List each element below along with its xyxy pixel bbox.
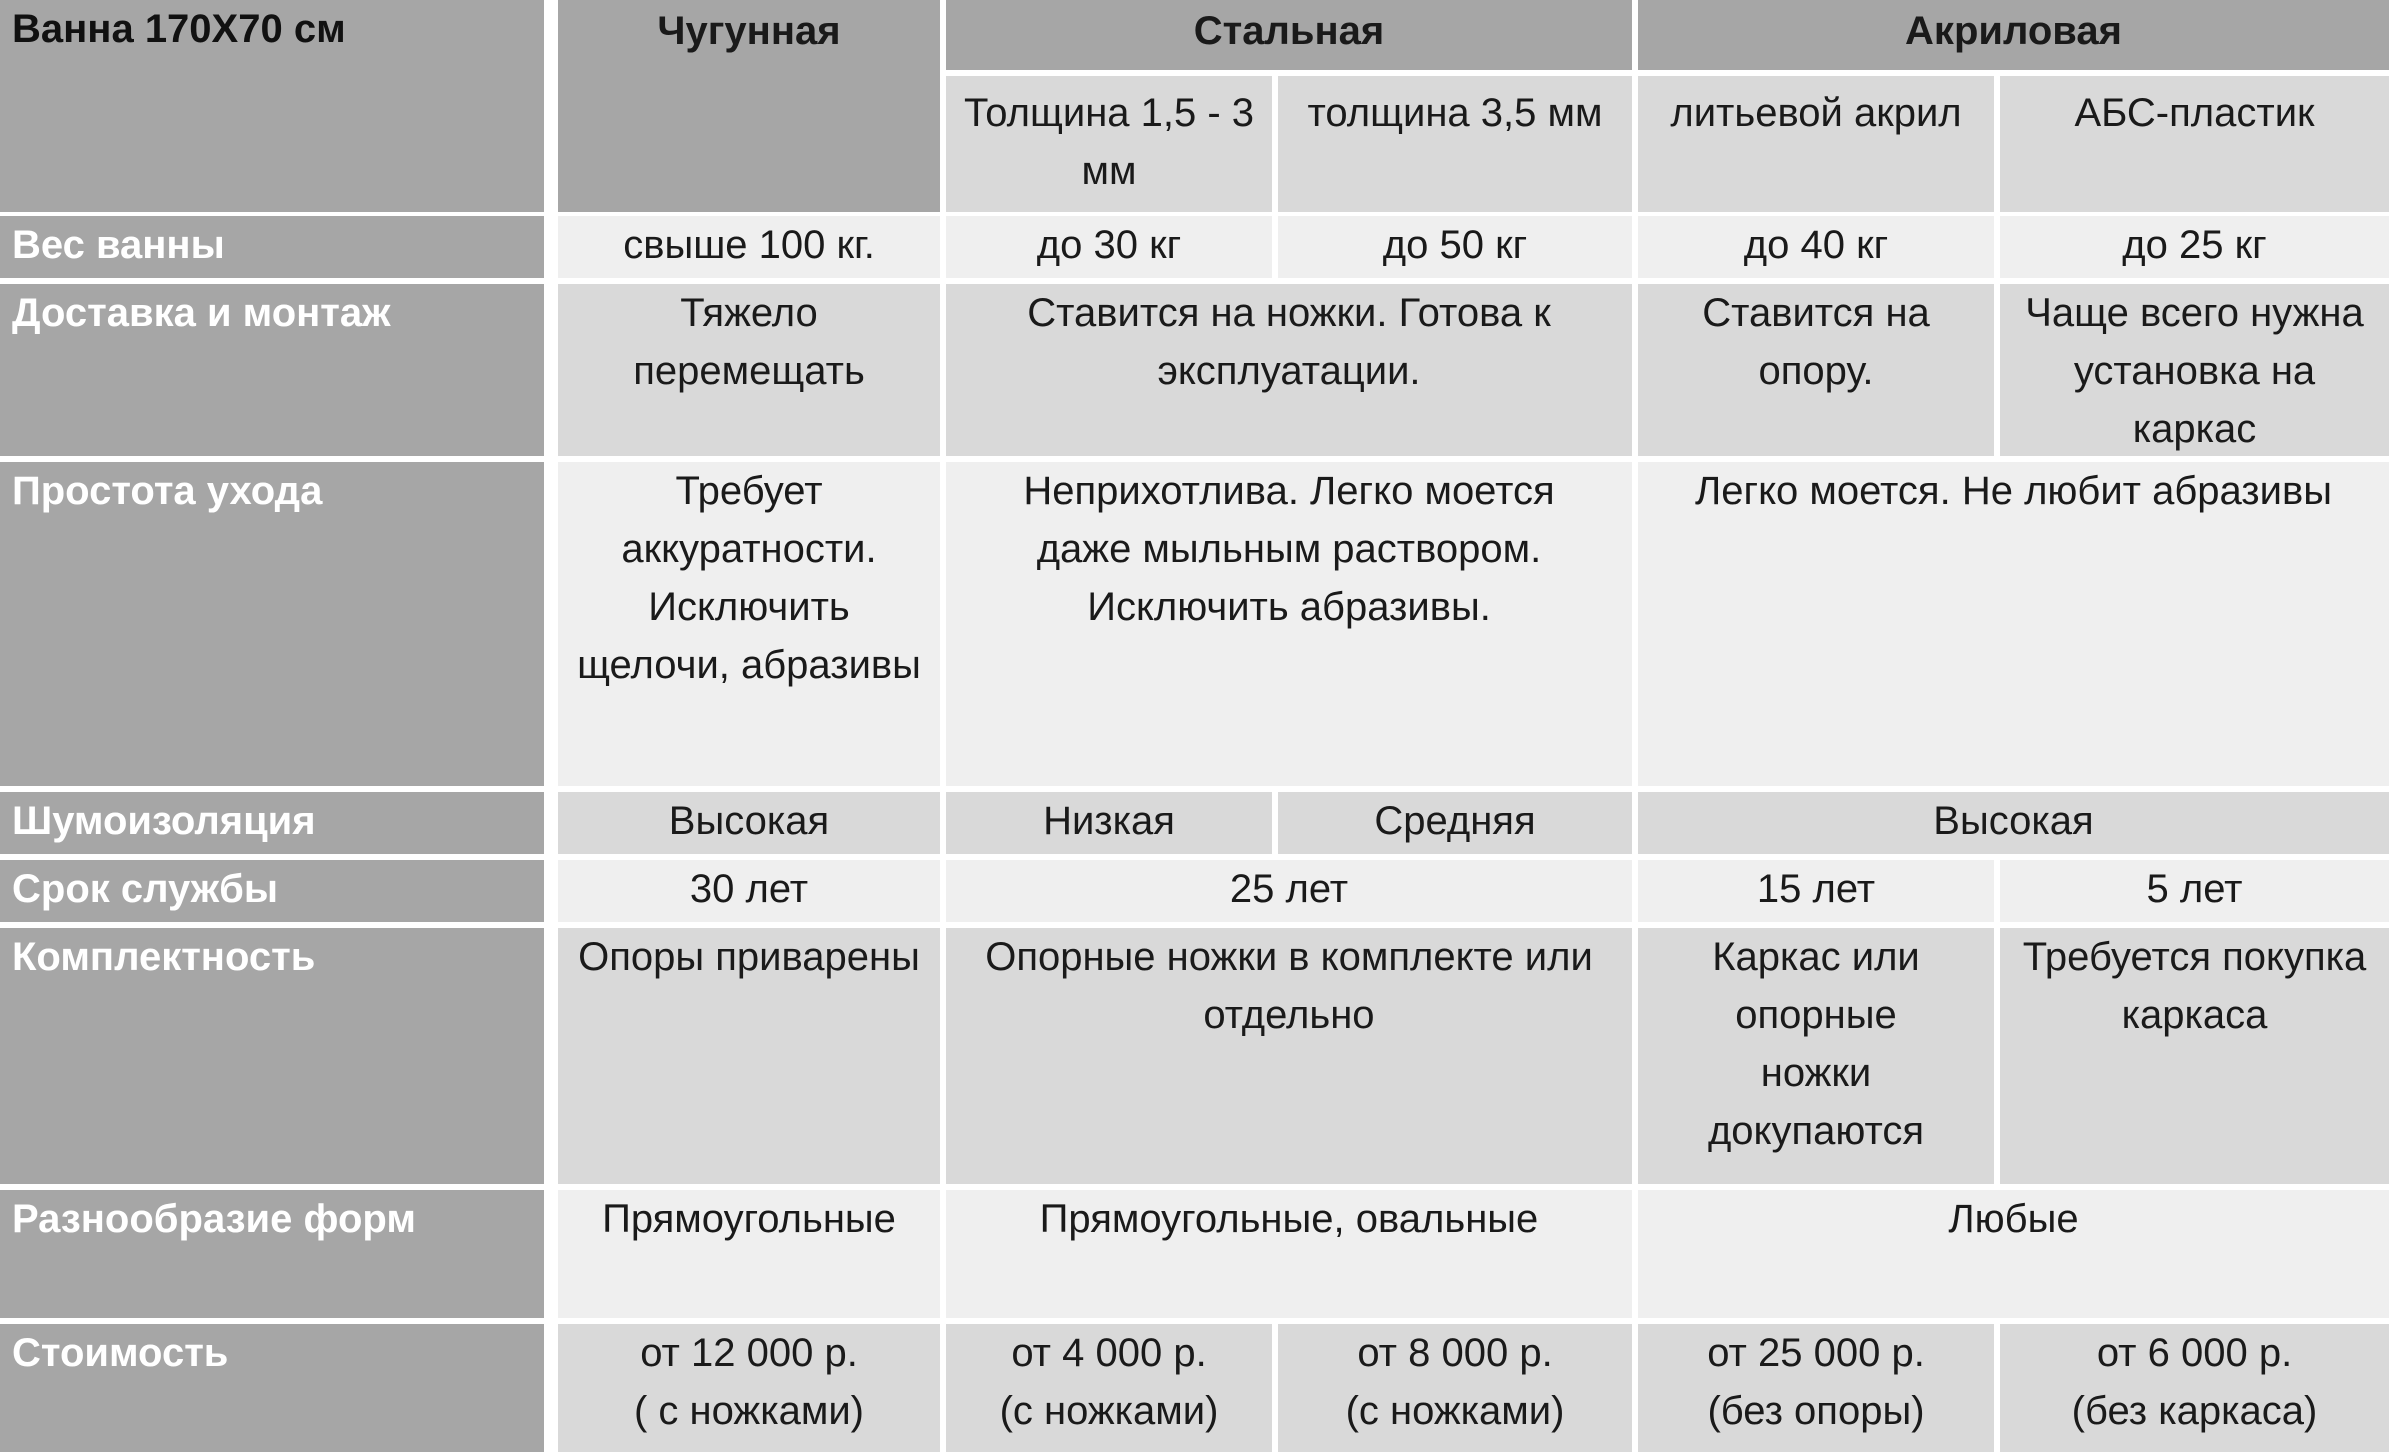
- corner-title: Ванна 170Х70 см: [0, 0, 544, 212]
- row-label-noise: Шумоизоляция: [0, 792, 544, 854]
- cell-weight-acrylic-cast: до 40 кг: [1638, 216, 1994, 278]
- price-value: от 12 000 р.: [640, 1331, 858, 1375]
- price-value: от 25 000 р.: [1707, 1331, 1925, 1375]
- row-label-price: Стоимость: [0, 1324, 544, 1452]
- cell-price-steel-thin: [946, 1324, 1272, 1452]
- cell-lifetime-cast-iron: 30 лет: [558, 860, 940, 922]
- cell-care-steel: Неприхотлива. Легко моется даже мыльным раствором. Исключить абразивы.: [946, 462, 1632, 786]
- price-note: (с ножками): [999, 1389, 1219, 1433]
- price-value: от 6 000 р.: [2096, 1331, 2293, 1375]
- price-note: ( с ножками): [634, 1389, 864, 1433]
- cell-weight-cast-iron: свыше 100 кг.: [558, 216, 940, 278]
- cell-shapes-steel: Прямоугольные, овальные: [946, 1190, 1632, 1318]
- row-label-care: Простота ухода: [0, 462, 544, 786]
- price-note: (без опоры): [1707, 1389, 1925, 1433]
- cell-noise-steel-thick: Средняя: [1278, 792, 1632, 854]
- cell-delivery-acrylic-cast: Ставится на опору.: [1638, 284, 1994, 456]
- price-note: (с ножками): [1345, 1389, 1565, 1433]
- price-note: (без каркаса): [2071, 1389, 2318, 1433]
- cell-completeness-steel: Опорные ножки в комплекте или отдельно: [946, 928, 1632, 1184]
- cell-shapes-acrylic: Любые: [1638, 1190, 2389, 1318]
- cell-price-acrylic-cast: [1638, 1324, 1994, 1452]
- cell-noise-acrylic: Высокая: [1638, 792, 2389, 854]
- cell-care-acrylic: Легко моется. Не любит абразивы: [1638, 462, 2389, 786]
- row-label-lifetime: Срок службы: [0, 860, 544, 922]
- row-label-shapes: Разнообразие форм: [0, 1190, 544, 1318]
- cell-completeness-cast-iron: Опоры приварены: [558, 928, 940, 1184]
- col-header-cast-iron: Чугунная: [558, 0, 940, 212]
- cell-price-cast-iron: [558, 1324, 940, 1452]
- price-value: от 8 000 р.: [1357, 1331, 1553, 1375]
- cell-care-cast-iron: Требует аккуратности. Исключить щелочи, абразивы: [558, 462, 940, 786]
- cell-completeness-acrylic-cast: Каркас или опорные ножки докупаются: [1638, 928, 1994, 1184]
- cell-delivery-acrylic-abs: Чаще всего нужна установка на каркас: [2000, 284, 2389, 456]
- sub-header-acrylic-cast: литьевой акрил: [1638, 76, 1994, 212]
- cell-shapes-cast-iron: Прямоугольные: [558, 1190, 940, 1318]
- cell-lifetime-acrylic-abs: 5 лет: [2000, 860, 2389, 922]
- cell-noise-cast-iron: Высокая: [558, 792, 940, 854]
- price-value: от 4 000 р.: [1011, 1331, 1207, 1375]
- sub-header-acrylic-abs: АБС-пластик: [2000, 76, 2389, 212]
- cell-weight-steel-thin: до 30 кг: [946, 216, 1272, 278]
- col-header-acrylic: Акриловая: [1638, 0, 2389, 70]
- cell-noise-steel-thin: Низкая: [946, 792, 1272, 854]
- cell-delivery-steel: Ставится на ножки. Готова к эксплуатации.: [946, 284, 1632, 456]
- col-header-steel: Стальная: [946, 0, 1632, 70]
- sub-header-steel-thin: Толщина 1,5 - 3 мм: [946, 76, 1272, 212]
- cell-lifetime-acrylic-cast: 15 лет: [1638, 860, 1994, 922]
- cell-lifetime-steel: 25 лет: [946, 860, 1632, 922]
- row-label-weight: Вес ванны: [0, 216, 544, 278]
- sub-header-steel-thick: толщина 3,5 мм: [1278, 76, 1632, 212]
- cell-completeness-acrylic-abs: Требуется покупка каркаса: [2000, 928, 2389, 1184]
- row-label-delivery: Доставка и монтаж: [0, 284, 544, 456]
- cell-weight-steel-thick: до 50 кг: [1278, 216, 1632, 278]
- cell-weight-acrylic-abs: до 25 кг: [2000, 216, 2389, 278]
- cell-delivery-cast-iron: Тяжело перемещать: [558, 284, 940, 456]
- cell-price-steel-thick: [1278, 1324, 1632, 1452]
- cell-price-acrylic-abs: [2000, 1324, 2389, 1452]
- row-label-completeness: Комплектность: [0, 928, 544, 1184]
